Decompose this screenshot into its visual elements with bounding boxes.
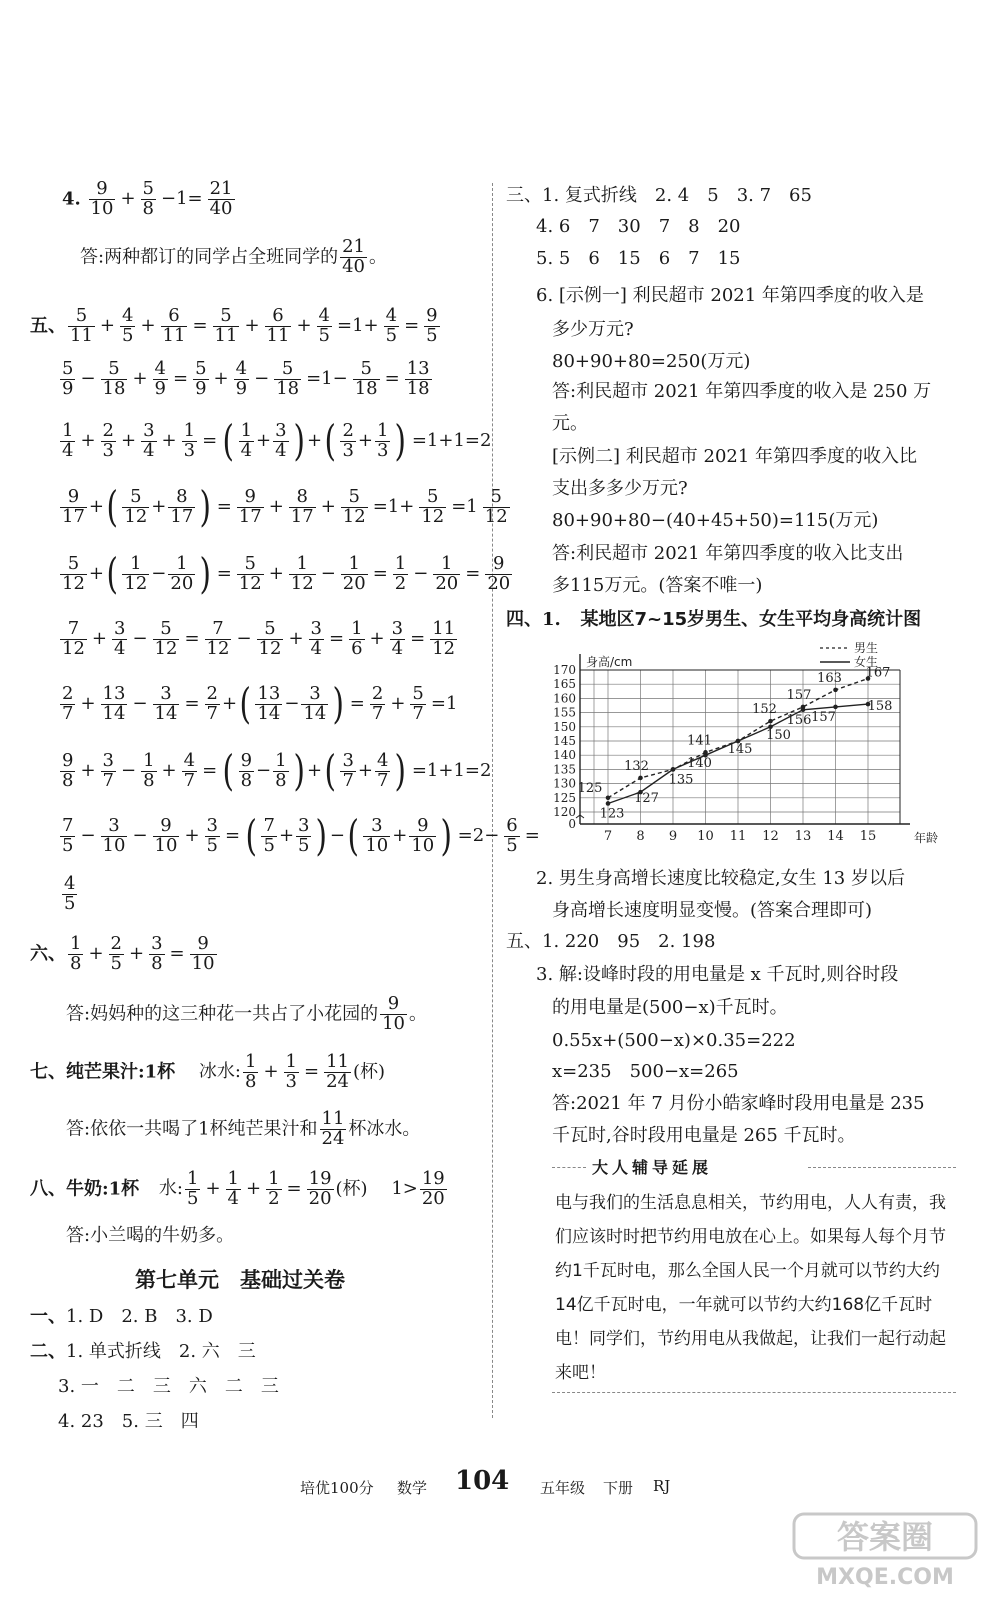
x-tick-label: 13 [794,829,812,844]
r3-line5: 5. 5 6 15 6 7 15 [536,248,741,269]
r5-line3a: 3. 解:设峰时段的用电量是 x 千瓦时,则谷时段 [536,964,899,985]
footer-grade: 五年级 [540,1479,586,1497]
r3-line6a: 6. [示例一] 利民超市 2021 年第四季度的收入是 [536,285,924,306]
boy-data-label: 132 [624,758,649,774]
girl-data-point [833,705,838,710]
extend-title: 大人辅导延展 [592,1158,713,1177]
x-tick-label: 12 [762,829,779,844]
boy-data-point [833,688,838,693]
x-tick-label: 8 [636,829,645,844]
boy-data-point [768,719,773,724]
y-tick-label: 125 [553,790,576,805]
girl-data-label: 150 [766,727,791,743]
r3-line4: 4. 6 7 30 7 8 20 [536,216,741,237]
x-tick-label: 9 [668,829,678,844]
girl-data-label: 127 [634,791,659,807]
chart-title: 某地区7~15岁男生、女生平均身高统计图 [580,609,922,630]
boy-data-point [606,796,611,801]
y-tick-label: 130 [553,776,576,791]
section-5-label: 五、 [30,315,66,337]
y-axis-label: 身高/cm [586,655,633,669]
r3-line6e: 元。 [552,413,588,434]
section-8-equation: 八、牛奶:1杯 水: $\frac{1}{5}$ + $\frac{1}{4}$ + $\frac{1}{2}$ = $\frac{19}{20}$ (杯) 1> $\frac{19}{20}$ [30,1168,445,1209]
unit-section-2-line3: 4. 23 5. 三 四 [58,1411,199,1432]
unit-section-2-line1: 二、1. 单式折线 2. 六 三 [30,1341,256,1362]
y-tick-label: 160 [553,691,576,706]
extend-rule-right [808,1167,956,1168]
unit-section-1: 一、1. D 2. B 3. D [30,1306,213,1327]
boy-data-label: 141 [687,733,712,749]
section-6-label: 六、 [30,943,66,965]
boy-data-label: 152 [752,702,777,718]
y-tick-label: 155 [553,705,576,720]
y-tick-label: 120 [553,805,576,819]
r5-line3c: 0.55x+(500−x)×0.35=222 [552,1030,796,1051]
section-5-eq4: $\frac{9}{17}$ +( $\frac{5}{12}$ + $\frac{8}{17}$ ) = $\frac{9}{17}$ + $\frac{8}{17}$ + $\frac{5}{12}$ =1+ $\frac{5}{12}$ =1 $\frac{5}{12}$ [62,482,508,531]
boy-data-label: 163 [817,670,842,686]
y-tick-label: 135 [553,762,576,777]
r3-line6h: 80+90+80−(40+45+50)=115(万元) [552,510,879,531]
boy-data-label: 157 [786,687,812,703]
r4-line2b: 身高增长速度明显变慢。(答案合理即可) [552,900,873,921]
y-tick-label: 170 [553,663,576,677]
x-tick-label: 14 [827,829,844,844]
girl-data-label: 135 [668,772,694,788]
page-number: 104 [455,1466,510,1496]
legend-boy-label: 男生 [854,641,879,655]
section-8-label: 八、牛奶:1杯 [30,1178,140,1200]
x-tick-label: 7 [603,829,613,844]
extend-rule-bottom [552,1392,956,1393]
r3-line6c: 80+90+80=250(万元) [552,351,751,372]
section-7-equation: 七、纯芒果汁:1杯 冰水: $\frac{1}{8}$ + $\frac{1}{3}$ = $\frac{11}{24}$ (杯) [30,1051,386,1092]
r4-line2a: 2. 男生身高增长速度比较稳定,女生 13 岁以后 [536,868,905,889]
girl-data-label: 145 [727,742,753,757]
problem-4-equation: 4. $\frac{9}{10}$ + $\frac{5}{8}$ −1= $\frac{21}{40}$ [62,178,233,219]
r5-line1: 五、1. 220 95 2. 198 [506,931,716,952]
problem-number: 4. [62,188,81,210]
section-5-eq1: 五、 $\frac{5}{11}$ + $\frac{4}{5}$ + $\frac{6}{11}$ = $\frac{5}{11}$ + $\frac{6}{11}$ + $\frac{4}{5}$ =1+ $\frac{4}{5}$ = $\frac{9}{5}$ [30,305,438,346]
girl-data-point [671,767,676,772]
section-5-eq3: $\frac{1}{4}$ + $\frac{2}{3}$ + $\frac{3}{4}$ + $\frac{1}{3}$ = ( $\frac{1}{4}$ + $\frac{3}{4}$ ) +( $\frac{2}{3}$ + $\frac{1}{3}$ ) =1+1=2 [62,416,492,465]
watermark-text: 答案圈 [836,1518,934,1556]
r5-line3f: 千瓦时,谷时段用电量是 265 千瓦时。 [552,1125,856,1146]
section-8-answer: 答:小兰喝的牛奶多。 [66,1225,235,1246]
girl-data-label: 157 [811,709,836,725]
section-7-label: 七、纯芒果汁:1杯 [30,1061,176,1083]
legend-girl-label: 女生 [854,655,879,669]
girl-data-label: 158 [867,699,893,715]
x-axis-label: 年龄 [913,831,939,845]
r3-line6b: 多少万元? [552,319,634,340]
height-line-chart [548,640,940,856]
footer-book: 培优100分 [300,1479,374,1497]
problem-4-answer: 答:两种都订的同学占全班同学的 $\frac{21}{40}$ 。 [80,236,387,277]
r3-line1: 三、1. 复式折线 2. 4 5 3. 7 65 [506,185,812,206]
section-5-eq9: $\frac{7}{5}$ − $\frac{3}{10}$ − $\frac{9}{10}$ + $\frac{3}{5}$ = ( $\frac{7}{5}$ + $\frac{3}{5}$ ) −( $\frac{3}{10}$ + $\frac{9}{10}$ ) =2− $\frac{6}{5}$ = [62,811,540,860]
r4-heading: 四、1. 某地区7~15岁男生、女生平均身高统计图 [506,609,922,630]
r3-line6d: 答:利民超市 2021 年第四季度的收入是 250 万 [552,381,932,402]
section-7-answer: 答:依依一共喝了1杯纯芒果汁和 $\frac{11}{24}$ 杯冰水。 [66,1108,421,1149]
x-tick-label: 15 [859,829,877,844]
section-5-eq9-result: $\frac{4}{5}$ [64,873,76,914]
section-6-equation: 六、 $\frac{1}{8}$ + $\frac{2}{5}$ + $\frac{3}{8}$ = $\frac{9}{10}$ [30,933,215,974]
unit-section-2-line2: 3. 一 二 三 六 二 三 [58,1376,279,1397]
r3-line6f: [示例二] 利民超市 2021 年第四季度的收入比 [552,446,918,467]
watermark-logo [790,1512,980,1590]
extend-rule-left [552,1167,586,1168]
section-5-eq6: $\frac{7}{12}$ + $\frac{3}{4}$ − $\frac{5}{12}$ = $\frac{7}{12}$ − $\frac{5}{12}$ + $\frac{3}{4}$ = $\frac{1}{6}$ + $\frac{3}{4}$ = $\frac{11}{12}$ [62,618,456,659]
girl-data-label: 140 [687,756,712,772]
section-5-eq7: $\frac{2}{7}$ + $\frac{13}{14}$ − $\frac{3}{14}$ = $\frac{2}{7}$ +( $\frac{13}{14}$ − $\frac{3}{14}$ ) = $\frac{2}{7}$ + $\frac{5}{7}$ =1 [62,679,458,728]
r3-line6j: 多115万元。(答案不唯一) [552,575,763,596]
section-6-answer: 答:妈妈种的这三种花一共占了小花园的 $\frac{9}{10}$ 。 [66,993,427,1034]
girl-data-label: 156 [786,712,812,728]
girl-data-label: 123 [599,806,625,822]
footer-subject: 数学 [397,1479,428,1497]
section-5-eq5: $\frac{5}{12}$ +( $\frac{1}{12}$ − $\frac{1}{20}$ ) = $\frac{5}{12}$ + $\frac{1}{12}$ − $\frac{1}{20}$ = $\frac{1}{2}$ − $\frac{1}{20}$ = $\frac{9}{20}$ [62,549,511,598]
boy-data-label: 125 [577,780,603,796]
x-tick-label: 10 [697,829,714,844]
y-tick-label: 165 [553,677,576,692]
y-tick-label: 150 [553,719,576,734]
y-tick-label: 145 [553,734,576,748]
boy-data-point [638,776,643,781]
r5-line3e: 答:2021 年 7 月份小皓家峰时段用电量是 235 [552,1093,925,1114]
section-5-eq8: $\frac{9}{8}$ + $\frac{3}{7}$ − $\frac{1}{8}$ + $\frac{4}{7}$ = ( $\frac{9}{8}$ − $\frac{1}{8}$ ) +( $\frac{3}{7}$ + $\frac{4}{7}$ ) =1+1=2 [62,746,492,795]
watermark-domain: MXQE.COM [816,1565,954,1590]
r5-line3d: x=235 500−x=265 [552,1061,739,1082]
boy-data-label: 167 [865,665,891,681]
r3-line6g: 支出多多少万元? [552,478,688,499]
y-tick-label: 0 [568,817,576,831]
x-tick-label: 11 [729,829,747,844]
girl-data-point [606,801,611,806]
girl-data-point [801,707,806,712]
column-divider [492,183,493,1418]
unit-title: 第七单元 基础过关卷 [135,1268,345,1292]
footer-volume: 下册 [603,1479,634,1497]
r3-line6i: 答:利民超市 2021 年第四季度的收入比支出 [552,543,904,564]
section-5-eq2: $\frac{5}{9}$ − $\frac{5}{18}$ + $\frac{4}{9}$ = $\frac{5}{9}$ + $\frac{4}{9}$ − $\frac{5}{18}$ =1− $\frac{5}{18}$ = $\frac{13}{18}$ [62,358,430,399]
r5-line3b: 的用电量是(500−x)千瓦时。 [552,997,788,1018]
footer-edition: RJ [653,1477,671,1495]
extend-text: 电与我们的生活息息相关，节约用电，人人有责，我们应该时时把节约用电放在心上。如果每人每个月节约1千瓦时电，那么全国人民一个月就可以节约大约14亿千瓦时电，一年就可以节约大约168亿千瓦时电！同学们，节约用电从我做起，让我们一起行动起来吧！ [555,1193,946,1383]
y-tick-label: 140 [553,748,576,763]
